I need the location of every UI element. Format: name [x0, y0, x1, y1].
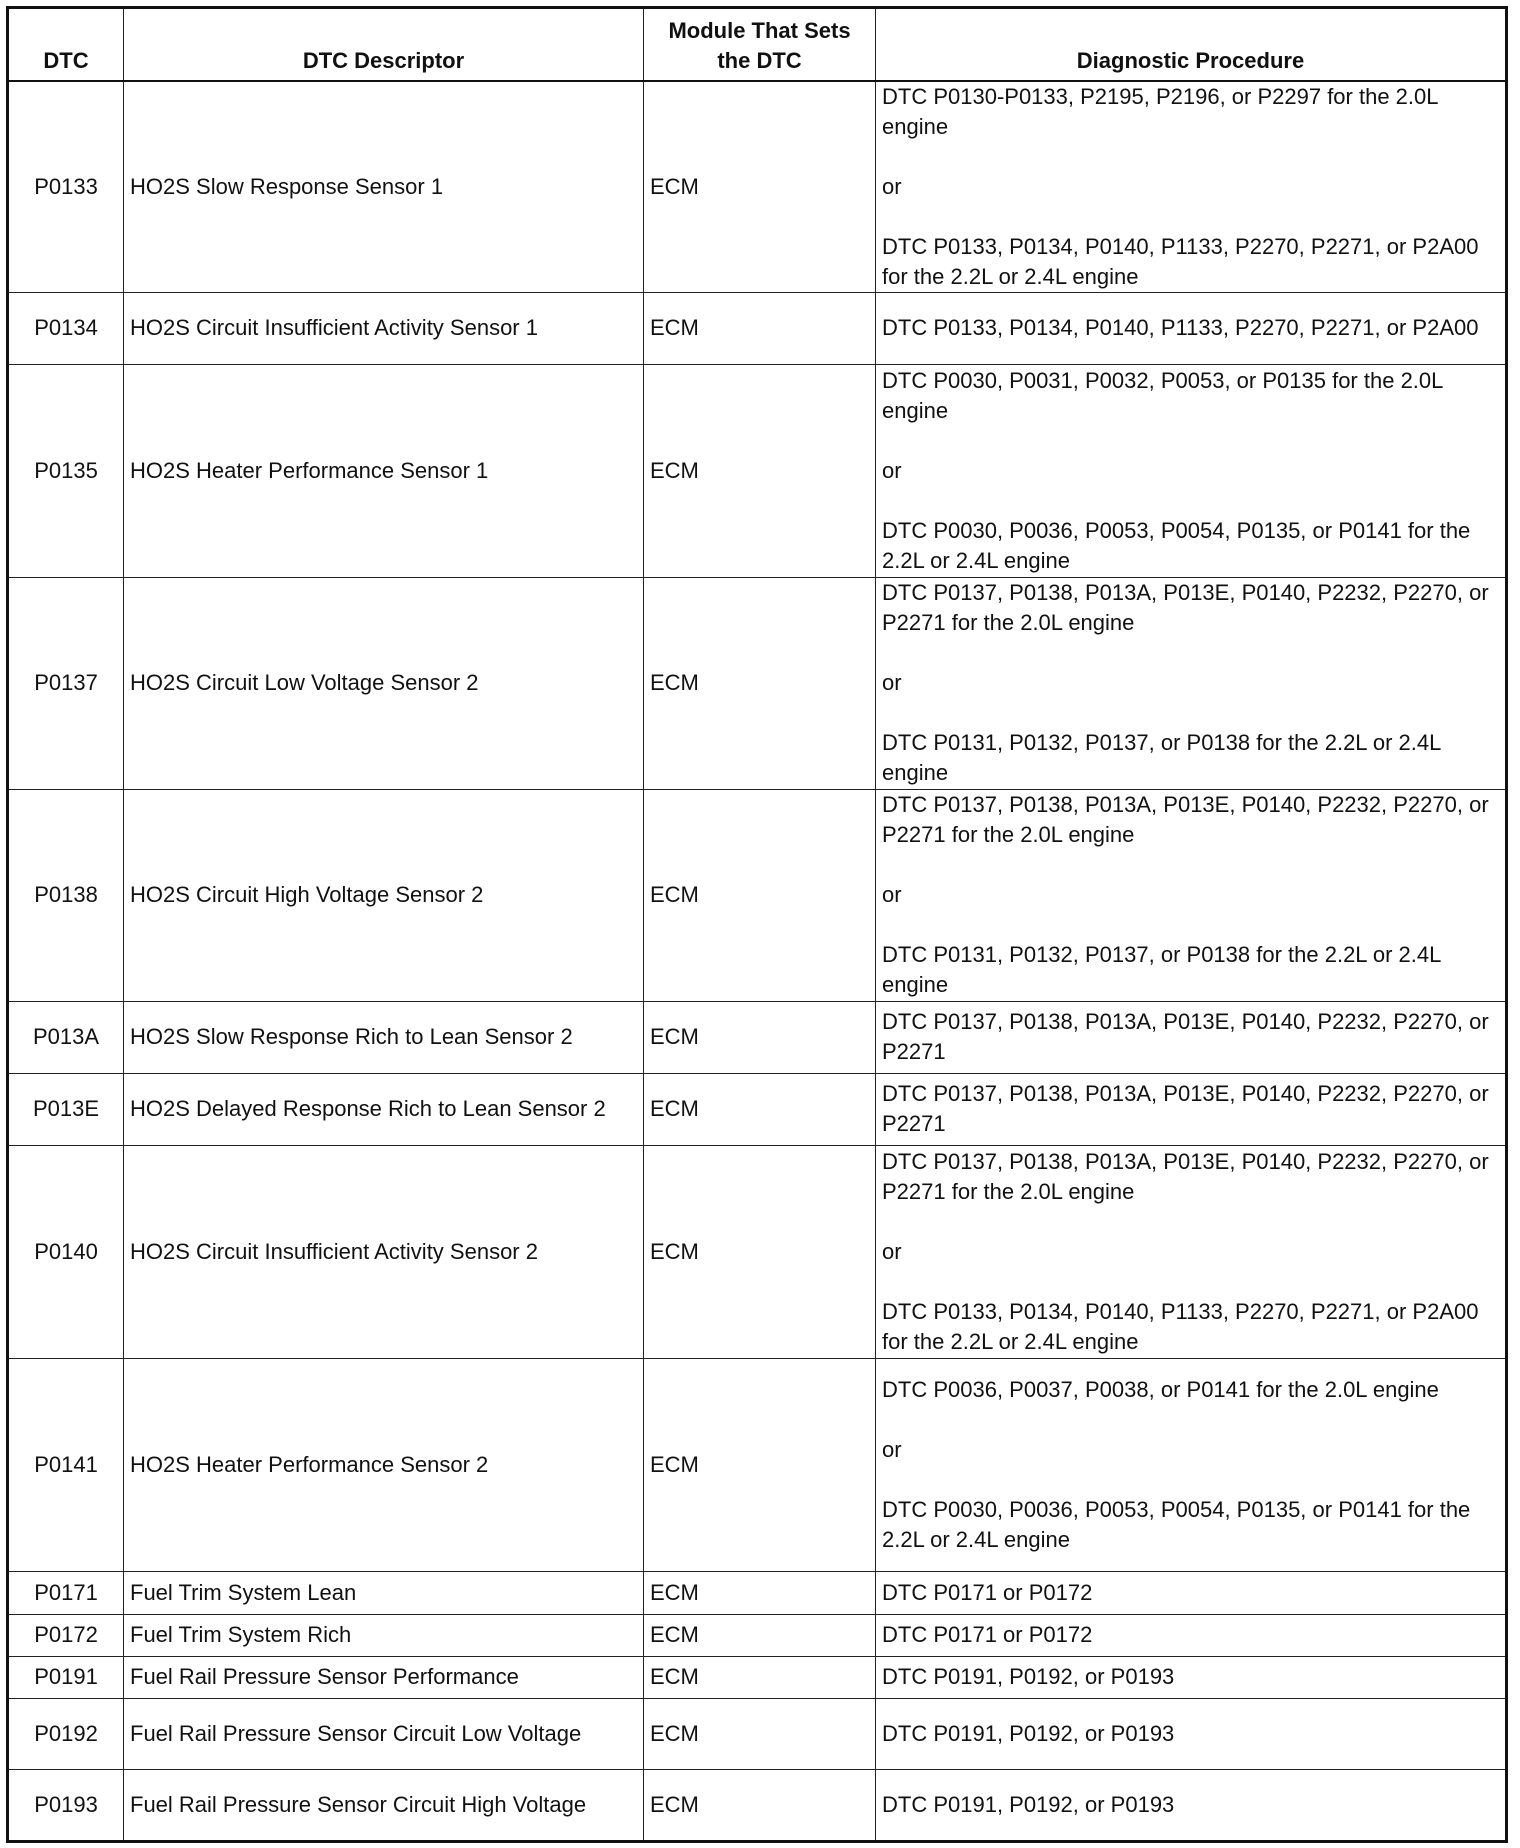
dtc-code: P013A [8, 1001, 124, 1073]
diagnostic-procedure: DTC P0137, P0138, P013A, P013E, P0140, P2232, P2270, or P2271 for the 2.0L engine or DTC P0131, P0132, P0137, or P0138 for the 2.2L or 2.4L engine [876, 789, 1507, 1001]
table-row [8, 789, 1507, 1001]
diagnostic-procedure: DTC P0171 or P0172 [876, 1614, 1507, 1656]
dtc-code: P0192 [8, 1698, 124, 1769]
dtc-descriptor: HO2S Heater Performance Sensor 1 [124, 364, 644, 577]
module-name: ECM [644, 364, 876, 577]
dtc-descriptor: Fuel Rail Pressure Sensor Performance [124, 1656, 644, 1698]
table-body [8, 81, 1507, 1842]
diagnostic-procedure: DTC P0171 or P0172 [876, 1571, 1507, 1614]
module-name: ECM [644, 1614, 876, 1656]
dtc-code: P0193 [8, 1769, 124, 1841]
dtc-descriptor: HO2S Heater Performance Sensor 2 [124, 1358, 644, 1571]
module-name: ECM [644, 1656, 876, 1698]
header-descriptor: DTC Descriptor [124, 8, 644, 81]
dtc-code: P0135 [8, 364, 124, 577]
module-name: ECM [644, 1145, 876, 1358]
module-name: ECM [644, 1073, 876, 1145]
module-name: ECM [644, 1571, 876, 1614]
dtc-descriptor: HO2S Circuit Insufficient Activity Sensor 2 [124, 1145, 644, 1358]
header-dtc: DTC [8, 8, 124, 81]
dtc-descriptor: HO2S Slow Response Sensor 1 [124, 81, 644, 293]
dtc-descriptor: Fuel Trim System Lean [124, 1571, 644, 1614]
table-row [8, 364, 1507, 577]
table-row [8, 1698, 1507, 1769]
module-name: ECM [644, 292, 876, 364]
module-name: ECM [644, 81, 876, 293]
dtc-table [6, 6, 1508, 1843]
diagnostic-procedure: DTC P0133, P0134, P0140, P1133, P2270, P2271, or P2A00 [876, 292, 1507, 364]
diagnostic-procedure: DTC P0191, P0192, or P0193 [876, 1656, 1507, 1698]
diagnostic-procedure: DTC P0191, P0192, or P0193 [876, 1698, 1507, 1769]
table-row [8, 1073, 1507, 1145]
diagnostic-procedure: DTC P0137, P0138, P013A, P013E, P0140, P2232, P2270, or P2271 [876, 1073, 1507, 1145]
dtc-code: P0140 [8, 1145, 124, 1358]
diagnostic-procedure: DTC P0036, P0037, P0038, or P0141 for the 2.0L engine or DTC P0030, P0036, P0053, P0054, P0135, or P0141 for the 2.2L or 2.4L engine [876, 1358, 1507, 1571]
diagnostic-procedure: DTC P0030, P0031, P0032, P0053, or P0135 for the 2.0L engine or DTC P0030, P0036, P0053, P0054, P0135, or P0141 for the 2.2L or 2.4L engine [876, 364, 1507, 577]
dtc-code: P0171 [8, 1571, 124, 1614]
dtc-descriptor: Fuel Rail Pressure Sensor Circuit Low Voltage [124, 1698, 644, 1769]
module-name: ECM [644, 789, 876, 1001]
table-row [8, 1656, 1507, 1698]
dtc-code: P0141 [8, 1358, 124, 1571]
table-row [8, 81, 1507, 293]
dtc-descriptor: HO2S Circuit High Voltage Sensor 2 [124, 789, 644, 1001]
dtc-code: P0138 [8, 789, 124, 1001]
dtc-descriptor: HO2S Slow Response Rich to Lean Sensor 2 [124, 1001, 644, 1073]
diagnostic-procedure: DTC P0130-P0133, P2195, P2196, or P2297 for the 2.0L engine or DTC P0133, P0134, P0140, P1133, P2270, P2271, or P2A00 for the 2.2L or 2.4L engine [876, 81, 1507, 293]
diagnostic-procedure: DTC P0137, P0138, P013A, P013E, P0140, P2232, P2270, or P2271 for the 2.0L engine or DTC P0133, P0134, P0140, P1133, P2270, P2271, or P2A00 for the 2.2L or 2.4L engine [876, 1145, 1507, 1358]
dtc-code: P0137 [8, 577, 124, 789]
dtc-code: P0134 [8, 292, 124, 364]
module-name: ECM [644, 1001, 876, 1073]
module-name: ECM [644, 1358, 876, 1571]
header-module: Module That Sets the DTC [644, 8, 876, 81]
dtc-descriptor: HO2S Delayed Response Rich to Lean Sensor 2 [124, 1073, 644, 1145]
module-name: ECM [644, 577, 876, 789]
table-row [8, 1001, 1507, 1073]
dtc-code: P0191 [8, 1656, 124, 1698]
table-row [8, 577, 1507, 789]
diagnostic-procedure: DTC P0137, P0138, P013A, P013E, P0140, P2232, P2270, or P2271 [876, 1001, 1507, 1073]
table-row [8, 1358, 1507, 1571]
dtc-descriptor: Fuel Trim System Rich [124, 1614, 644, 1656]
table-row [8, 1571, 1507, 1614]
table-row [8, 1145, 1507, 1358]
dtc-descriptor: HO2S Circuit Low Voltage Sensor 2 [124, 577, 644, 789]
table-row [8, 1614, 1507, 1656]
module-name: ECM [644, 1769, 876, 1841]
table-row [8, 1769, 1507, 1841]
dtc-descriptor: HO2S Circuit Insufficient Activity Sensor 1 [124, 292, 644, 364]
dtc-code: P0172 [8, 1614, 124, 1656]
dtc-code: P013E [8, 1073, 124, 1145]
table-row [8, 292, 1507, 364]
header-procedure: Diagnostic Procedure [876, 8, 1507, 81]
header-row [8, 8, 1507, 81]
dtc-code: P0133 [8, 81, 124, 293]
diagnostic-procedure: DTC P0191, P0192, or P0193 [876, 1769, 1507, 1841]
module-name: ECM [644, 1698, 876, 1769]
diagnostic-procedure: DTC P0137, P0138, P013A, P013E, P0140, P2232, P2270, or P2271 for the 2.0L engine or DTC P0131, P0132, P0137, or P0138 for the 2.2L or 2.4L engine [876, 577, 1507, 789]
dtc-descriptor: Fuel Rail Pressure Sensor Circuit High Voltage [124, 1769, 644, 1841]
